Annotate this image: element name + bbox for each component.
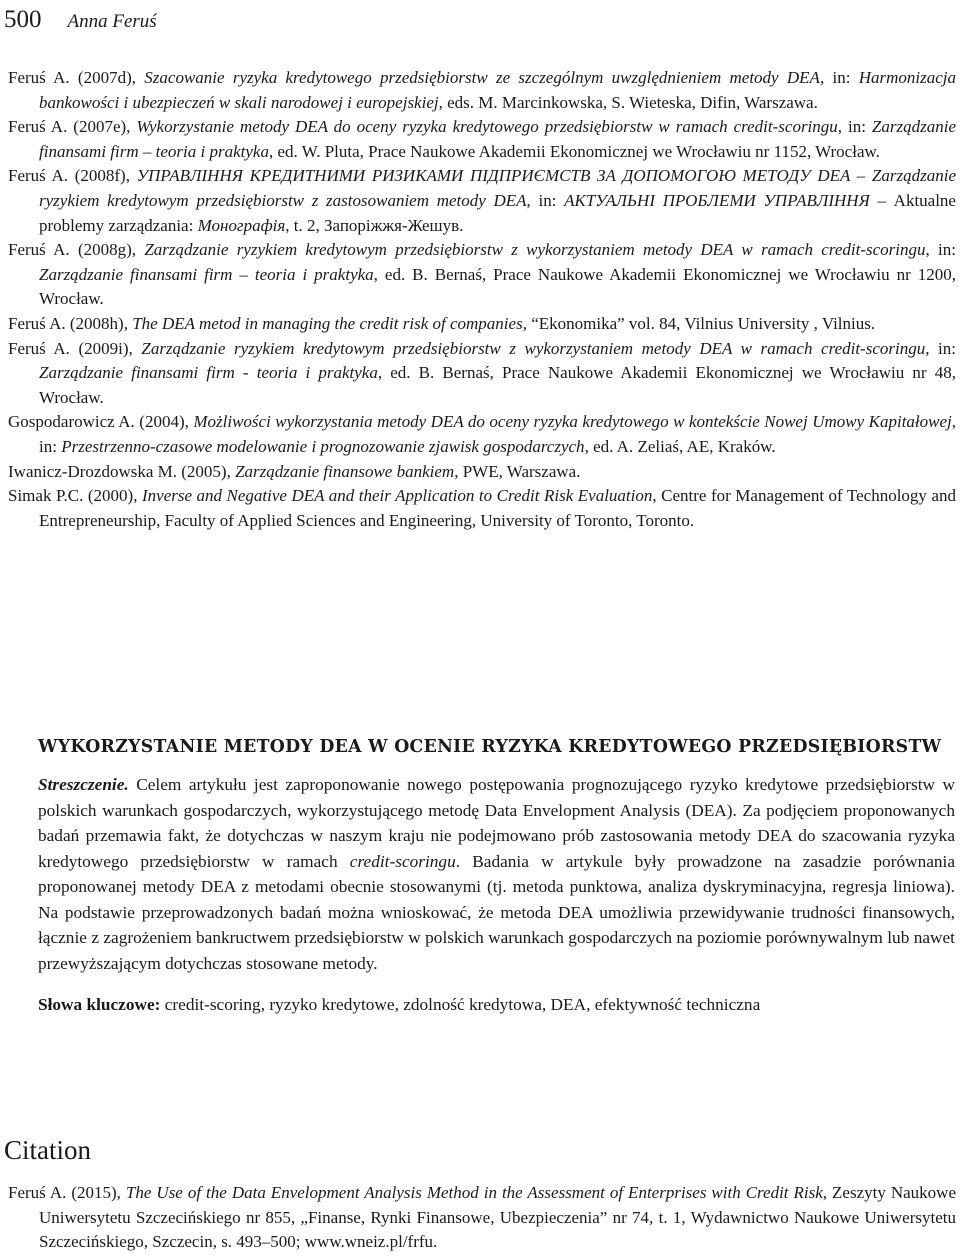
running-author: Anna Feruś — [67, 11, 157, 32]
reference-item: Feruś A. (2008g), Zarządzanie ryzykiem kredytowym przedsiębiorstw z wykorzystaniem metody DEA w ramach credit-scoringu, in: Zarządzanie finansami firm – teoria i praktyka, ed. B. Bernaś, Prace Naukowe Akademii Ekonomicznej we Wrocławiu nr 1200, Wrocław. — [8, 240, 957, 309]
abstract-title: WYKORZYSTANIE METODY DEA W OCENIE RYZYKA KREDYTOWEGO PRZEDSIĘBIORSTW — [38, 737, 942, 757]
reference-item: Gospodarowicz A. (2004), Możliwości wykorzystania metody DEA do oceny ryzyka kredytowego w kontekście Nowej Umowy Kapitałowej, in: Przestrzenno-czasowe modelowanie i prognozowanie zjawisk gospodarczych, ed. A. Zeliaś, AE, Kraków. — [8, 412, 957, 456]
keywords — [38, 992, 955, 1017]
abstract-label: Streszczenie. — [38, 775, 129, 794]
reference-item: Iwanicz-Drozdowska M. (2005), Zarządzanie finansowe bankiem, PWE, Warszawa. — [8, 461, 581, 481]
reference-item: Simak P.C. (2000), Inverse and Negative DEA and their Application to Credit Risk Evaluation, Centre for Management of Technology and Entrepreneurship, Faculty of Applied Sciences and Engineering, University of Toronto, Toronto. — [8, 486, 956, 530]
reference-item: Feruś A. (2008h), The DEA metod in managing the credit risk of companies, “Ekonomika” vol. 84, Vilnius University , Vilnius. — [8, 313, 876, 333]
abstract-text: Streszczenie. Celem artykułu jest zaproponowanie nowego postępowania prognozującego ryzyko kredytowe przedsiębiorstw w polskich warunkach gospodarczych, wykorzystującego metodę Data Envelopment Analysis (DEA). Za podjęciem proponowanych badań przemawia fakt, że dotychczas w naszym kraju nie podejmowano prób zastosowania metody DEA do szacowania ryzyka kredytowego przedsiębiorstw w ramach credit-scoringu. Badania w artykule były prowadzone na zasadzie porównania proponowanej metody DEA z metodami obecnie stosowanymi (tj. metoda punktowa, analiza dyskryminacyjna, regresja liniowa). Na podstawie przeprowadzonych badań można wnioskować, że metoda DEA umożliwia przewidywanie trudności finansowych, łącznie z zagrożeniem bankructwem przedsiębiorstw w polskich warunkach gospodarczych na poziomie porównywalnym lub nawet przewyższającym dotychczas stosowane metody. — [38, 775, 955, 973]
citation-heading: Citation — [4, 1135, 91, 1165]
abstract-section — [38, 735, 955, 1017]
page-header — [4, 0, 157, 40]
reference-list — [8, 66, 956, 533]
reference-item: Feruś A. (2007d), Szacowanie ryzyka kredytowego przedsiębiorstw ze szczególnym uwzględnieniem metody DEA, in: Harmonizacja bankowości i ubezpieczeń w skali narodowej i europejskiej, eds. M. Marcinkowska, S. Wieteska, Difin, Warszawa. — [8, 68, 956, 112]
reference-item: Feruś A. (2007e), Wykorzystanie metody DEA do oceny ryzyka kredytowego przedsiębiorstw w ramach credit-scoringu, in: Zarządzanie finansami firm – teoria i praktyka, ed. W. Pluta, Prace Naukowe Akademii Ekonomicznej we Wrocławiu nr 1152, Wrocław. — [8, 117, 956, 161]
keywords-label: Słowa kluczowe: — [38, 995, 161, 1014]
keywords-text: credit-scoring, ryzyko kredytowe, zdolność kredytowa, DEA, efektywność techniczna — [160, 995, 761, 1014]
reference-item: Feruś A. (2009i), Zarządzanie ryzykiem kredytowym przedsiębiorstw z wykorzystaniem metody DEA w ramach credit-scoringu, in: Zarządzanie finansami firm - teoria i praktyka, ed. B. Bernaś, Prace Naukowe Akademii Ekonomicznej we Wrocławiu nr 48, Wrocław. — [8, 338, 956, 407]
citation-text: Feruś A. (2015), The Use of the Data Envelopment Analysis Method in the Assessment of Enterprises with Credit Risk, Zeszyty Naukowe Uniwersytetu Szczecińskiego nr 855, „Finanse, Rynki Finansowe, Ubezpieczenia” nr 74, t. 1, Wydawnictwo Naukowe Uniwersytetu Szczecińskiego, Szczecin, s. 493–500; www.wneiz.pl/frfu. — [8, 1183, 956, 1252]
reference-item: Feruś A. (2008f), УПРАВЛІННЯ КРЕДИТНИМИ РИЗИКАМИ ПІДПРИЄМСТВ ЗА ДОПОМОГОЮ МЕТОДУ DEA – Zarządzanie ryzykiem kredytowym przedsiębiorstw z zastosowaniem metody DEA, in: АКТУАЛЬНІ ПРОБЛЕМИ УПРАВЛІННЯ – Aktualne problemy zarządzania: Монографія, t. 2, Запоріжжя-Жешув. — [8, 166, 956, 235]
page-number: 500 — [4, 6, 42, 33]
